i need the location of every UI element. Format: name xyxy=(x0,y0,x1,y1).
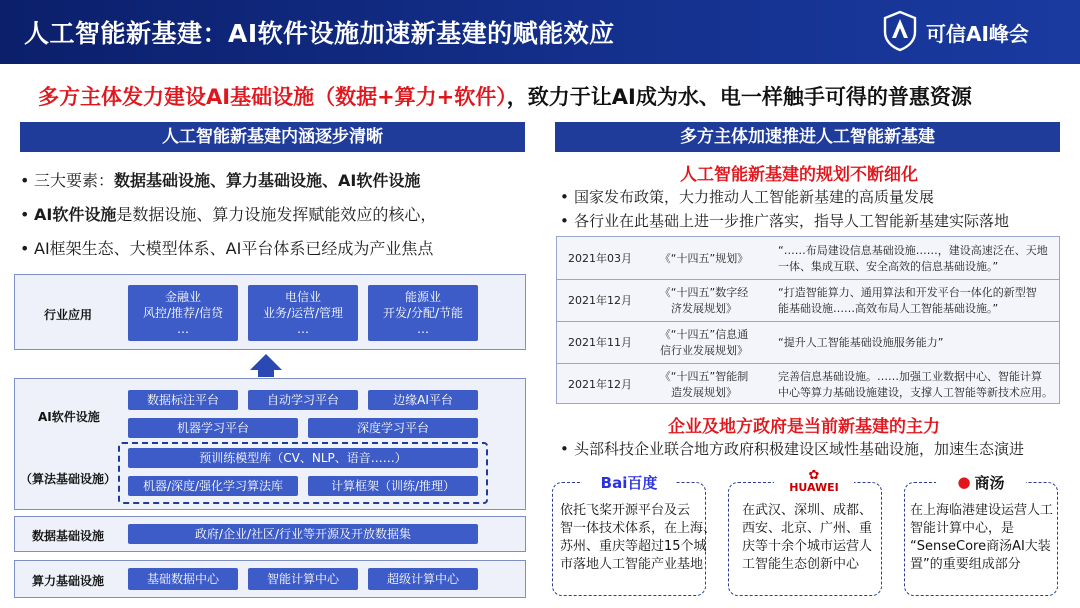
left-bullet-2: • AI软件设施是数据设施、算力设施发挥赋能效应的核心， xyxy=(20,205,437,224)
left-bullet-3: • AI框架生态、大模型体系、AI平台体系已经成为产业焦点 xyxy=(20,239,434,258)
industry-box-energy: 能源业 开发/分配/节能 … xyxy=(368,285,478,341)
enterprise-heading: 企业及地方政府是当前新基建的主力 xyxy=(668,417,940,437)
subtitle xyxy=(38,81,972,111)
subtitle-black: ，致力于让AI成为水、电一样触手可得的普惠资源 xyxy=(506,85,972,109)
bullet-dot-icon: • xyxy=(20,239,30,258)
algo-infra-label: （算法基础设施） xyxy=(20,472,117,486)
right-bullet-1: • 国家发布政策，大力推动人工智能新基建的高质量发展 xyxy=(560,188,935,206)
policy-row: 2021年11月 《“十四五”信息通 信行业发展规划》 “提升人工智能基础设施服务能力” xyxy=(568,328,944,357)
shield-logo-icon xyxy=(882,10,918,52)
compute-box-basic-dc: 基础数据中心 xyxy=(128,568,238,590)
right-bullet-2: • 各行业在此基础上进一步推广落实，指导人工智能新基建实际落地 xyxy=(560,212,1010,230)
bullet-dot-icon: • xyxy=(20,205,30,224)
ai-software-label: AI软件设施 xyxy=(38,410,100,424)
left-bullet-1: • 三大要素：数据基础设施、算力基础设施、AI软件设施 xyxy=(20,171,421,190)
sensetime-logo: ● 商汤 xyxy=(936,468,1026,496)
bullet-dot-icon: • xyxy=(560,440,569,458)
header-bar xyxy=(0,0,1080,64)
ai-box-data-labeling: 数据标注平台 xyxy=(128,390,238,410)
ai-box-edge-ai: 边缘AI平台 xyxy=(368,390,478,410)
planning-heading: 人工智能新基建的规划不断细化 xyxy=(680,165,918,185)
ai-box-algo-lib: 机器/深度/强化学习算法库 xyxy=(128,476,298,496)
huawei-logo: ✿ HUAWEI xyxy=(774,468,854,496)
up-arrow-icon xyxy=(250,354,282,370)
bullet-dot-icon: • xyxy=(20,171,30,190)
ai-box-dl: 深度学习平台 xyxy=(308,418,478,438)
subtitle-red: 多方主体发力建设AI基础设施（数据+算力+软件） xyxy=(38,85,507,109)
huawei-flower-icon: ✿ xyxy=(808,468,820,483)
right-bullet-3: • 头部科技企业联合地方政府积极建设区域性基础设施，加速生态演进 xyxy=(560,440,1025,458)
left-section-header: 人工智能新基建内涵逐步清晰 xyxy=(20,122,525,152)
compute-infra-label: 算力基础设施 xyxy=(32,574,105,588)
ai-box-automl: 自动学习平台 xyxy=(248,390,358,410)
ai-box-pretrain: 预训练模型库（CV、NLP、语音……） xyxy=(128,448,478,468)
compute-box-intelligent: 智能计算中心 xyxy=(248,568,358,590)
huawei-card-text: 在武汉、深圳、成都、 西安、北京、广州、重 庆等十余个城市运营人 工智能生态创新中心 xyxy=(742,503,873,572)
summit-logo-text: 可信AI峰会 xyxy=(926,22,1029,46)
compute-box-super: 超级计算中心 xyxy=(368,568,478,590)
right-section-header: 多方主体加速推进人工智能新基建 xyxy=(555,122,1060,152)
page-title: 人工智能新基建：AI软件设施加速新基建的赋能效应 xyxy=(24,19,615,48)
baidu-card-text: 依托飞桨开源平台及云 智一体技术体系，在上海、 苏州、重庆等超过15个城 市落地人工智能产业基地 xyxy=(560,503,717,572)
bullet-dot-icon: • xyxy=(560,212,569,230)
industry-box-telecom: 电信业 业务/运营/管理 … xyxy=(248,285,358,341)
policy-row: 2021年12月 《“十四五”数字经 济发展规划》 “打造智能算力、通用算法和开发平台一体化的新型智 能基础设施……高效布局人工智能基础设施。” xyxy=(568,286,1037,315)
ai-box-ml: 机器学习平台 xyxy=(128,418,298,438)
bullet-dot-icon: • xyxy=(560,188,569,206)
policy-row: 2021年12月 《“十四五”智能制 造发展规划》 完善信息基础设施。……加强工业数据中心、智能计算 中心等算力基础设施建设，支撑人工智能等新技术应用。 xyxy=(568,370,1053,399)
data-infra-label: 数据基础设施 xyxy=(32,529,105,543)
data-infra-box: 政府/企业/社区/行业等开源及开放数据集 xyxy=(128,524,478,544)
sensetime-card-text: 在上海临港建设运营人工 智能计算中心，是 “SenseCore商汤AI大装 置”的重要组成部分 xyxy=(910,503,1054,572)
policy-row: 2021年03月 《“十四五”规划》 “……布局建设信息基础设施……，建设高速泛在、天地 一体、集成互联、安全高效的信息基础设施。” xyxy=(568,244,1048,273)
up-arrow-stem xyxy=(258,369,274,377)
baidu-logo: Bai百度 xyxy=(582,468,676,496)
industry-label: 行业应用 xyxy=(44,308,93,322)
sensetime-swirl-icon: ● xyxy=(957,473,971,491)
industry-box-finance: 金融业 风控/推荐/信贷 … xyxy=(128,285,238,341)
ai-box-framework: 计算框架（训练/推理） xyxy=(308,476,478,496)
